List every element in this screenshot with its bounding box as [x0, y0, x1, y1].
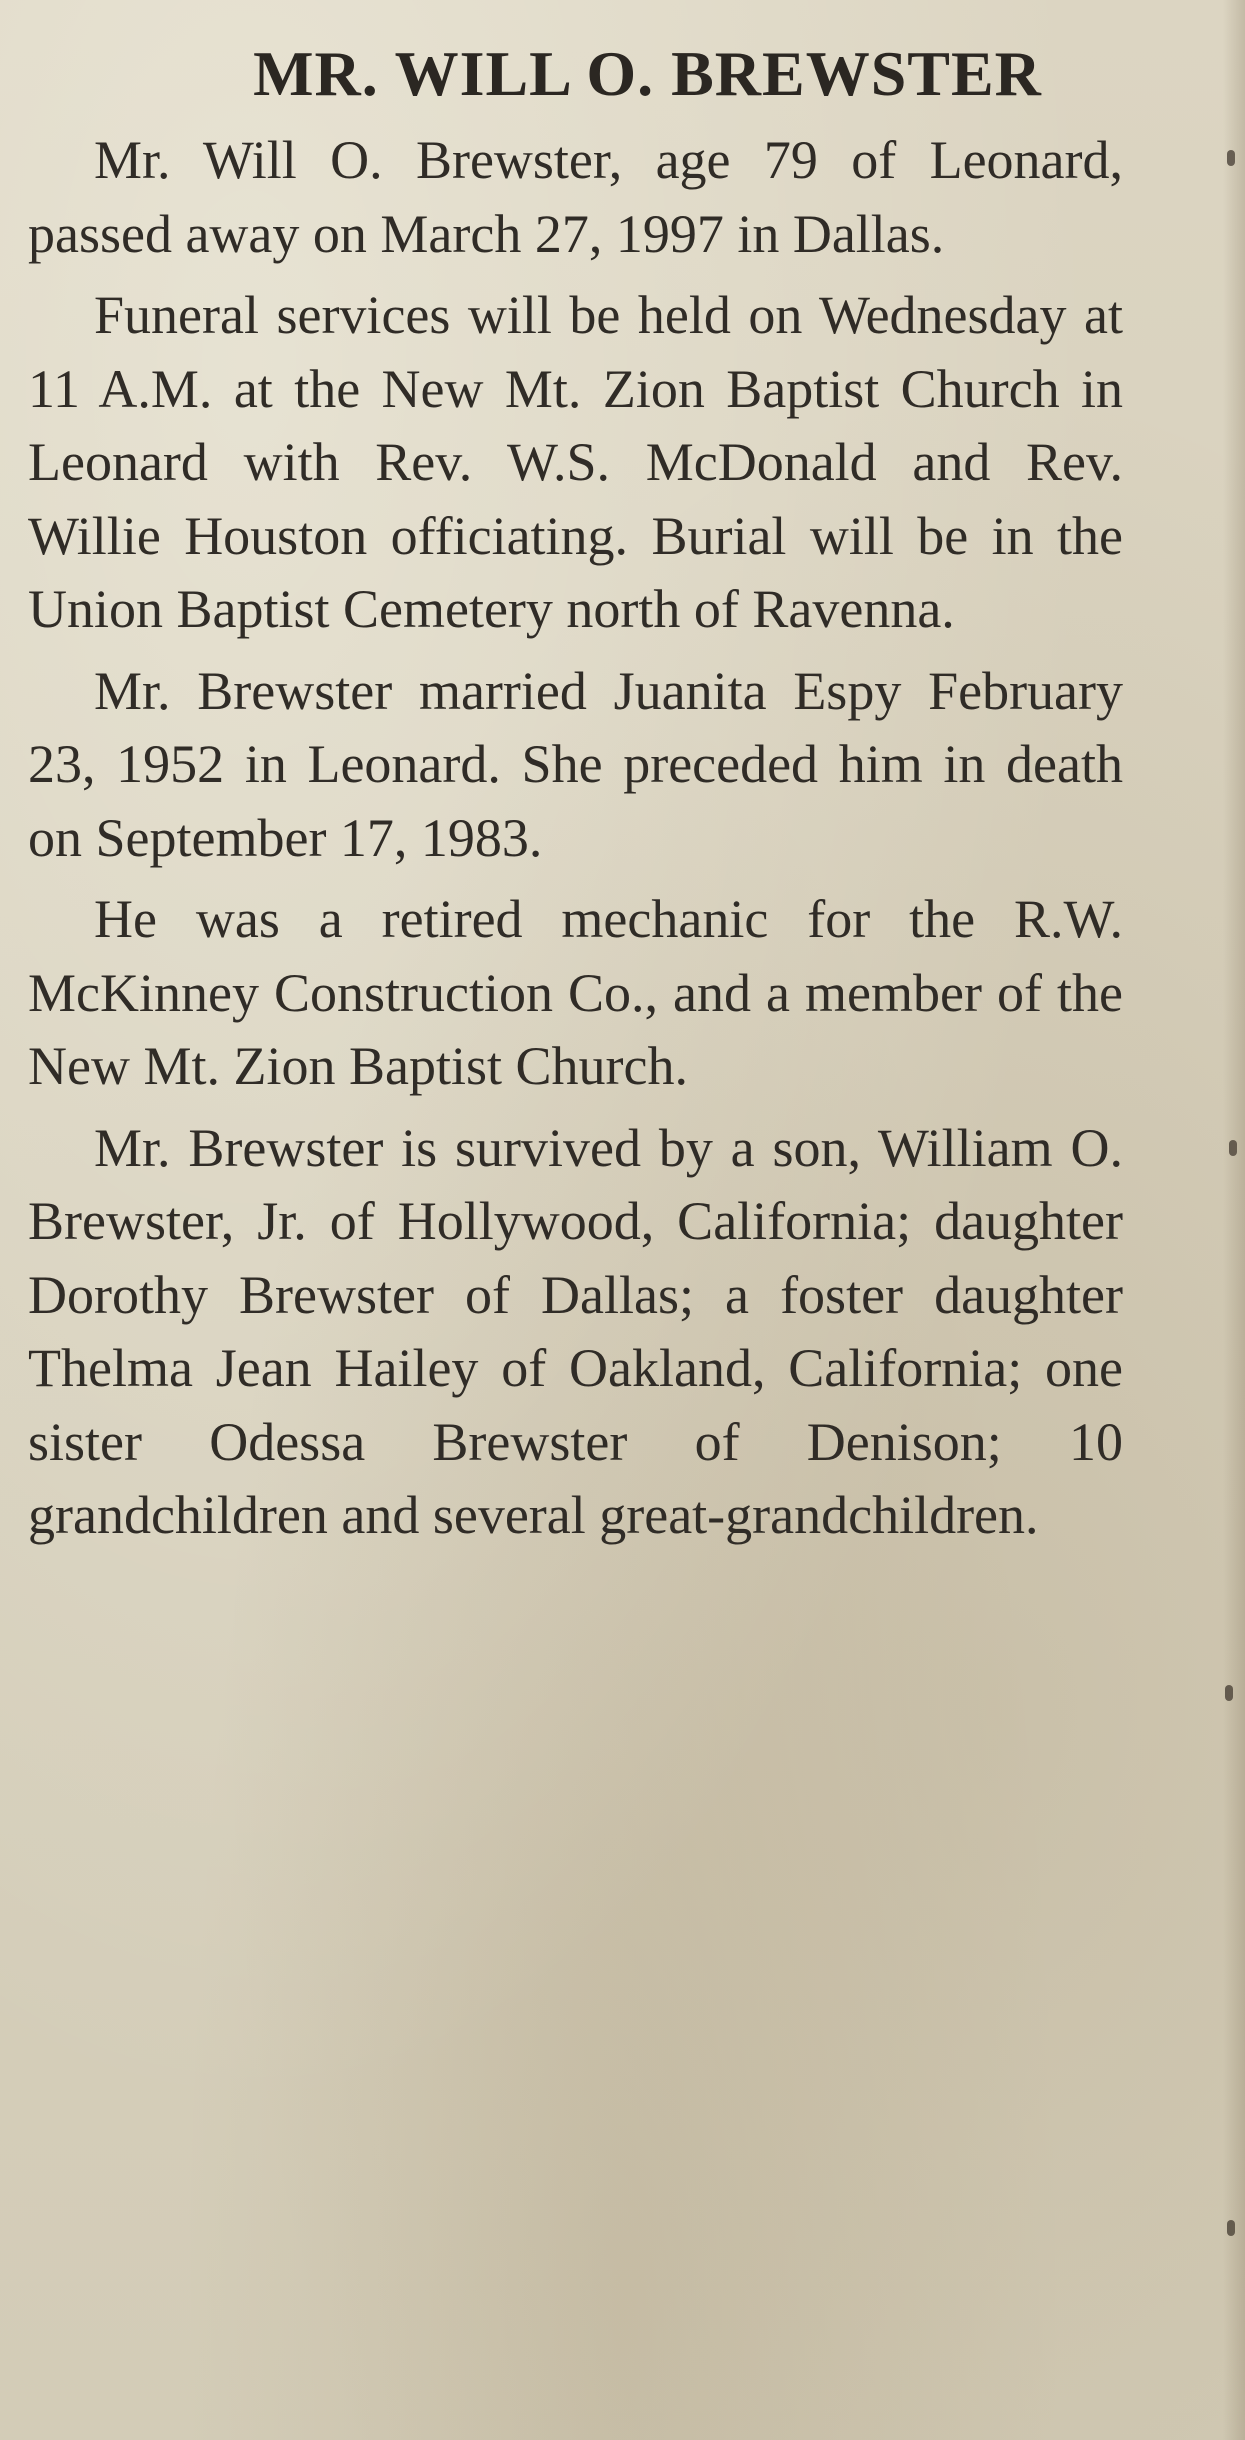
paragraph-funeral-services: Funeral services will be held on Wednesday at 11 A.M. at the New Mt. Zion Baptist Church in Leonard with Rev. W.S. McDonald and Rev. Willie Houston officiating. Burial will be in the Union Baptist Cemetery north of Ravenna. [28, 285, 1123, 639]
paper-edge-shadow [1223, 0, 1245, 2440]
paragraph-marriage: Mr. Brewster married Juanita Espy February 23, 1952 in Leonard. She preceded him in death on September 17, 1983. [28, 660, 1123, 868]
paragraph-career: He was a retired mechanic for the R.W. McKinney Construction Co., and a member of the New Mt. Zion Baptist Church. [28, 889, 1123, 1096]
paragraph-survivors: Mr. Brewster is survived by a son, William O. Brewster, Jr. of Hollywood, California; daughter Dorothy Brewster of Dallas; a foster daughter Thelma Jean Hailey of Oakland, California; one sister Odessa Brewster of Denison; 10 grandchildren and several great-grandchildren. [28, 1117, 1123, 1545]
obituary-body [28, 124, 1123, 1553]
paragraph-death-notice: Mr. Will O. Brewster, age 79 of Leonard, passed away on March 27, 1997 in Dallas. [28, 130, 1123, 264]
obituary-headline: MR. WILL O. BREWSTER [253, 38, 1042, 109]
